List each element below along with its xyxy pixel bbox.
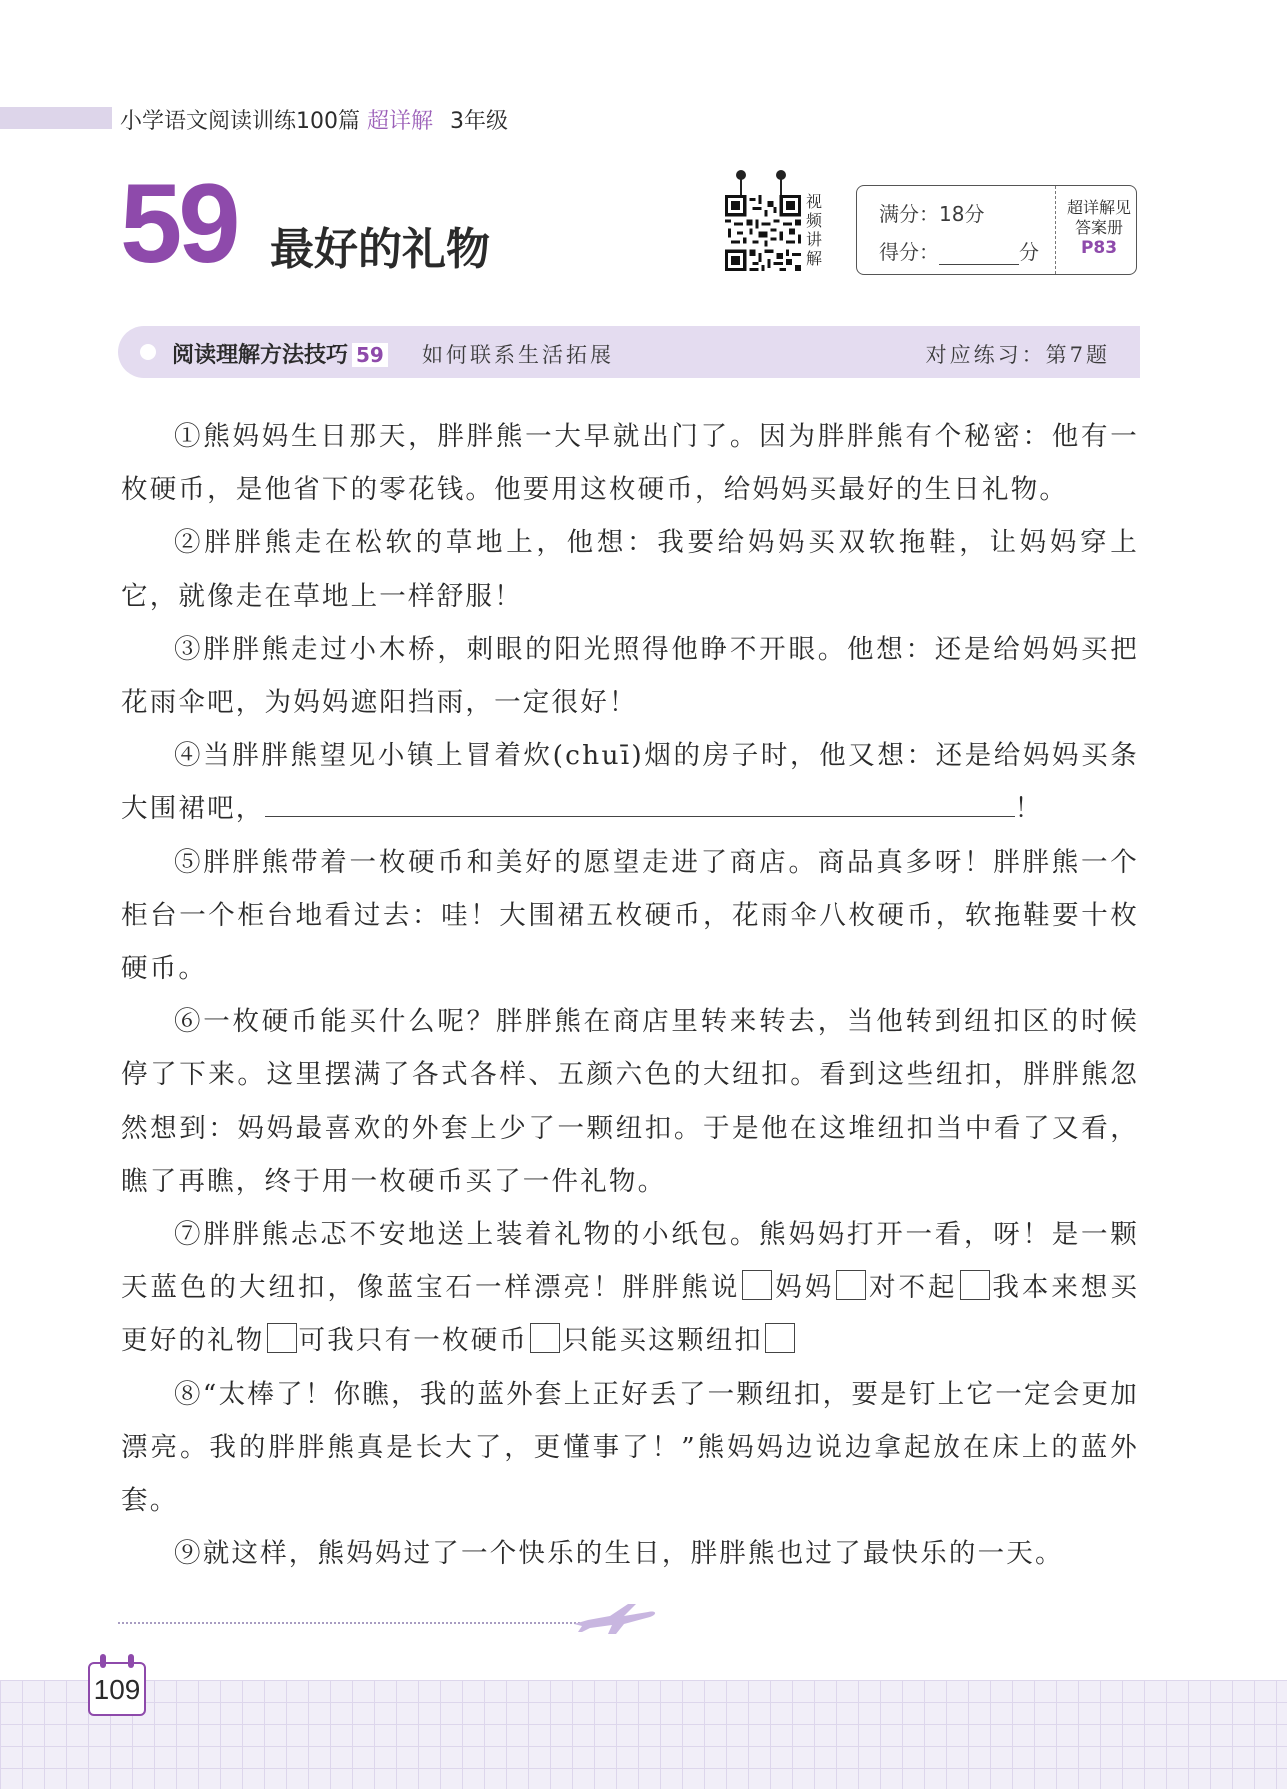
punctuation-box-5[interactable] bbox=[530, 1323, 560, 1353]
paragraph-7-part-e: 可我只有一枚硬币 bbox=[298, 1325, 529, 1357]
calendar-ring-icon bbox=[128, 1654, 134, 1668]
paragraph-9: ⑨就这样，熊妈妈过了一个快乐的生日，胖胖熊也过了最快乐的一天。 bbox=[174, 1538, 1064, 1570]
method-title-text: 阅读理解方法技巧 bbox=[172, 343, 349, 368]
paragraph-7-part-a: ⑦胖胖熊忐忑不安地送上装着礼物的小纸包。熊妈妈打开一看，呀！是一颗天蓝色的大纽扣，像蓝宝石一样漂亮！胖胖熊说 bbox=[121, 1219, 1139, 1304]
got-score-label: 得分： bbox=[879, 240, 939, 264]
paragraph-6: ⑥一枚硬币能买什么呢？胖胖熊在商店里转来转去，当他转到纽扣区的时候停了下来。这里摆满了各式各样、五颜六色的大纽扣。看到这些纽扣，胖胖熊忽然想到：妈妈最喜欢的外套上少了一颗纽扣。于是他在这堆纽扣当中看了又看，瞧了再瞧，终于用一枚硬币买了一件礼物。 bbox=[121, 1006, 1139, 1197]
paragraph-2: ②胖胖熊走在松软的草地上，他想：我要给妈妈买双软拖鞋，让妈妈穿上它，就像走在草地上一样舒服！ bbox=[121, 527, 1139, 612]
series-title: 小学语文阅读训练100篇 bbox=[120, 109, 360, 134]
dotted-divider bbox=[118, 1622, 588, 1624]
qr-code-icon[interactable] bbox=[725, 195, 801, 271]
paragraph-4-text: ④当胖胖熊望见小镇上冒着炊(chuī)烟的房子时，他又想：还是给妈妈买条大围裙吧， bbox=[121, 740, 1139, 825]
paragraph-7-part-d: 我本来想买更好的礼物 bbox=[121, 1272, 1140, 1357]
series-accent: 超详解 bbox=[367, 109, 434, 134]
qr-antenna-left bbox=[740, 176, 742, 196]
paragraph-3: ③胖胖熊走过小木桥，刺眼的阳光照得他睁不开眼。他想：还是给妈妈买把花雨伞吧，为妈妈遮阳挡雨，一定很好！ bbox=[121, 633, 1139, 719]
paragraph-1: ①熊妈妈生日那天，胖胖熊一大早就出门了。因为胖胖熊有个秘密：他有一枚硬币，是他省下的零花钱。他要用这枚硬币，给妈妈买最好的生日礼物。 bbox=[121, 421, 1139, 506]
page-number: 109 bbox=[93, 1674, 141, 1705]
got-score-unit: 分 bbox=[1019, 240, 1039, 264]
paragraph-5: ⑤胖胖熊带着一枚硬币和美好的愿望走进了商店。商品真多呀！胖胖熊一个柜台一个柜台地看过去：哇！大围裙五枚硬币，花雨伞八枚硬币，软拖鞋要十枚硬币。 bbox=[121, 846, 1139, 985]
answer-ref-line2: 答案册 bbox=[1074, 218, 1123, 237]
grid-background bbox=[0, 1680, 1287, 1789]
article-body bbox=[121, 410, 1139, 1580]
punctuation-box-3[interactable] bbox=[960, 1270, 990, 1300]
running-header bbox=[120, 104, 508, 135]
paragraph-7 bbox=[121, 1208, 1139, 1368]
punctuation-box-6[interactable] bbox=[765, 1323, 795, 1353]
answer-reference bbox=[1059, 198, 1139, 258]
page-number-badge bbox=[88, 1662, 146, 1716]
full-score: 满分：18分 bbox=[879, 202, 985, 226]
punctuation-box-1[interactable] bbox=[742, 1270, 772, 1300]
answer-fill-line[interactable] bbox=[265, 786, 1015, 817]
punctuation-box-2[interactable] bbox=[836, 1270, 866, 1300]
lesson-number: 59 bbox=[120, 161, 237, 286]
qr-video-label: 视频讲解 bbox=[806, 192, 823, 268]
got-score bbox=[879, 236, 1039, 265]
calendar-ring-icon bbox=[100, 1654, 106, 1668]
method-banner bbox=[118, 326, 1140, 378]
score-box bbox=[856, 185, 1137, 275]
bullet-dot-icon bbox=[140, 344, 156, 360]
answer-ref-page: P83 bbox=[1080, 238, 1118, 258]
lesson-title: 最好的礼物 bbox=[270, 224, 490, 275]
grade-label: 3年级 bbox=[450, 109, 509, 134]
airplane-icon bbox=[570, 1594, 660, 1634]
paragraph-7-part-b: 妈妈 bbox=[774, 1272, 835, 1304]
paragraph-8: ⑧“太棒了！你瞧，我的蓝外套上正好丢了一颗纽扣，要是钉上它一定会更加漂亮。我的胖胖熊真是长大了，更懂事了！”熊妈妈边说边拿起放在床上的蓝外套。 bbox=[121, 1378, 1139, 1517]
qr-antenna-right bbox=[780, 176, 782, 196]
answer-ref-line1: 超详解见 bbox=[1066, 198, 1131, 217]
paragraph-7-part-c: 对不起 bbox=[868, 1272, 958, 1304]
score-divider bbox=[1055, 186, 1056, 274]
paragraph-7-part-f: 只能买这颗纽扣 bbox=[562, 1325, 764, 1357]
method-number: 59 bbox=[352, 343, 388, 367]
header-color-bar bbox=[0, 107, 112, 129]
paragraph-4-end: ！ bbox=[1014, 793, 1044, 825]
score-input-line[interactable] bbox=[939, 246, 1019, 265]
paragraph-4 bbox=[121, 729, 1139, 835]
punctuation-box-4[interactable] bbox=[267, 1323, 297, 1353]
method-title bbox=[172, 338, 388, 369]
method-subtitle: 如何联系生活拓展 bbox=[422, 343, 614, 367]
practice-reference: 对应练习：第7题 bbox=[925, 343, 1110, 367]
